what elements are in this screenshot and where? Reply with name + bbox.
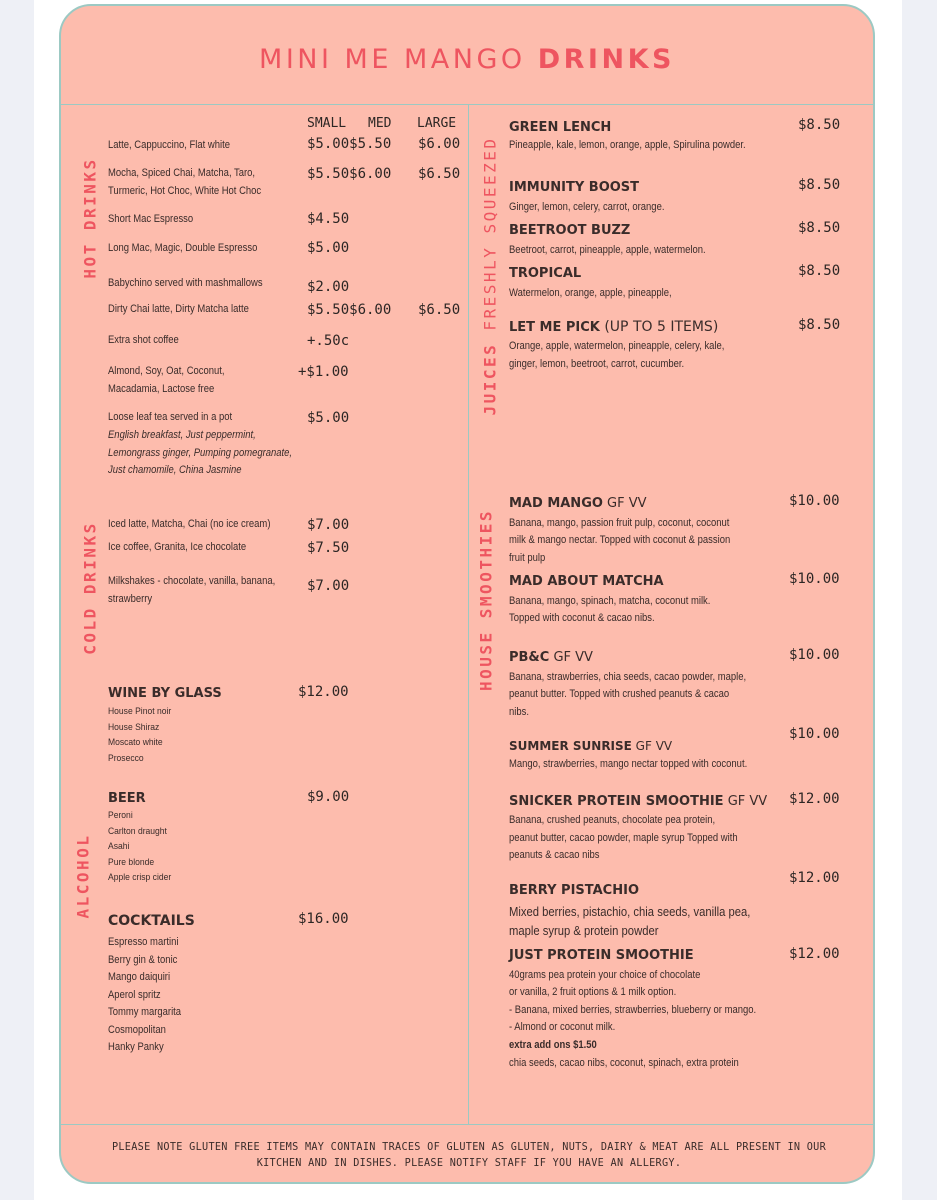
menu-title-bold: DRINKS — [537, 44, 675, 75]
juice-3-price: $8.50 — [798, 220, 841, 236]
smoothie-1-suffix: GF VV — [602, 496, 647, 511]
beer-price: $9.00 — [307, 789, 350, 805]
hot-item-8-price: +$1.00 — [298, 364, 349, 380]
smoothie-3-desc-3: nibs. — [509, 706, 529, 718]
hot-item-4-price: $5.00 — [307, 240, 350, 256]
wine-item-3: Moscato white — [108, 737, 163, 748]
cocktail-item-1: Espresso martini — [108, 936, 179, 948]
hot-item-8-line-2: Macadamia, Lactose free — [108, 383, 215, 395]
hot-item-5-line-1: Babychino served with mashmallows — [108, 277, 263, 289]
smoothie-1-name: MAD MANGO GF VV — [509, 496, 647, 511]
cold-item-2-price: $7.50 — [307, 540, 350, 556]
smoothie-1-desc-3: fruit pulp — [509, 552, 546, 564]
cold-item-1-line-1: Iced latte, Matcha, Chai (no ice cream) — [108, 518, 271, 530]
juice-4-name: TROPICAL — [509, 266, 582, 281]
hot-item-8-line-1: Almond, Soy, Oat, Coconut, — [108, 365, 225, 377]
hot-item-1-line-1: Latte, Cappuccino, Flat white — [108, 139, 230, 151]
footer-divider — [61, 1124, 873, 1125]
cocktail-item-6: Cosmopolitan — [108, 1024, 166, 1036]
cocktail-item-5: Tommy margarita — [108, 1006, 182, 1018]
allergy-notice-line-1: PLEASE NOTE GLUTEN FREE ITEMS MAY CONTAIN TRACES OF GLUTEN AS GLUTEN, NUTS, DAIRY & MEAT ARE ALL PRESENT IN OUR — [111, 1142, 827, 1153]
size-header-small: SMALL — [307, 116, 347, 131]
smoothie-4-desc-1: Mango, strawberries, mango nectar topped with coconut. — [509, 758, 748, 770]
juice-2-desc-1: Ginger, lemon, celery, carrot, orange. — [509, 201, 665, 213]
cocktail-item-2: Berry gin & tonic — [108, 954, 178, 966]
smoothie-7-desc-4: - Almond or coconut milk. — [509, 1021, 616, 1033]
smoothie-4-price: $10.00 — [789, 726, 840, 742]
size-header-med: MED — [368, 116, 392, 131]
wine-by-glass-price: $12.00 — [298, 684, 349, 700]
smoothie-2-desc-2: Topped with coconut & cacao nibs. — [509, 612, 655, 624]
juice-4-desc-1: Watermelon, orange, apple, pineapple, — [509, 287, 672, 299]
hot-item-4-line-1: Long Mac, Magic, Double Espresso — [108, 242, 258, 254]
beer-item-3: Asahi — [108, 841, 130, 852]
smoothie-7-addon-label: extra add ons $1.50 — [509, 1039, 597, 1051]
juice-1-name: GREEN LENCH — [509, 120, 612, 135]
hot-item-1-large: $6.00 — [418, 136, 461, 152]
hot-item-9-tea-1: English breakfast, Just peppermint, — [108, 429, 256, 441]
juice-1-price: $8.50 — [798, 117, 841, 133]
smoothie-4-name: SUMMER SUNRISE GF VV — [509, 739, 673, 753]
juice-5-desc-2: ginger, lemon, beetroot, carrot, cucumber. — [509, 358, 685, 370]
smoothie-1-price: $10.00 — [789, 493, 840, 509]
wine-item-4: Prosecco — [108, 753, 144, 764]
juice-4-price: $8.50 — [798, 263, 841, 279]
allergy-notice — [77, 1140, 861, 1172]
hot-item-2-large: $6.50 — [418, 166, 461, 182]
hot-item-3-line-1: Short Mac Espresso — [108, 213, 194, 225]
juice-2-price: $8.50 — [798, 177, 841, 193]
allergy-notice-line-2: KITCHEN AND IN DISHES. PLEASE NOTIFY STAFF IF YOU HAVE AN ALLERGY. — [256, 1158, 682, 1169]
hot-item-6-large: $6.50 — [418, 302, 461, 318]
hot-item-1-price: $5.00$5.50 — [307, 136, 392, 152]
cold-item-3-line-1: Milkshakes - chocolate, vanilla, banana, — [108, 575, 276, 587]
juice-5-suffix: (UP TO 5 ITEMS) — [599, 319, 719, 335]
cocktails-price: $16.00 — [298, 911, 349, 927]
menu-title — [61, 44, 873, 75]
smoothie-3-suffix: GF VV — [549, 650, 593, 665]
beer-item-4: Pure blonde — [108, 857, 155, 868]
smoothie-6-name: BERRY PISTACHIO — [509, 883, 639, 898]
hot-item-2-line-1: Mocha, Spiced Chai, Matcha, Taro, — [108, 167, 256, 179]
smoothie-5-price: $12.00 — [789, 791, 840, 807]
cold-item-3-line-2: strawberry — [108, 593, 153, 605]
cocktail-item-3: Mango daiquiri — [108, 971, 171, 983]
smoothie-5-name: SNICKER PROTEIN SMOOTHIE GF VV — [509, 794, 768, 809]
smoothie-3-desc-2: peanut butter. Topped with crushed peanuts & cacao — [509, 688, 730, 700]
hot-item-9-tea-3: Just chamomile, China Jasmine — [108, 464, 242, 476]
wine-item-2: House Shiraz — [108, 722, 160, 733]
smoothie-7-desc-1: 40grams pea protein your choice of chocolate — [509, 969, 701, 981]
smoothie-7-name: JUST PROTEIN SMOOTHIE — [509, 948, 694, 963]
hot-item-9-price: $5.00 — [307, 410, 350, 426]
juice-2-name: IMMUNITY BOOST — [509, 180, 640, 195]
menu-title-light: MINI ME MANGO — [259, 44, 538, 75]
cocktails-name: COCKTAILS — [108, 913, 195, 929]
smoothie-7-desc-2: or vanilla, 2 fruit options & 1 milk option. — [509, 986, 677, 998]
column-divider — [468, 104, 469, 1124]
smoothie-7-desc-3: - Banana, mixed berries, strawberries, blueberry or mango. — [509, 1004, 757, 1016]
wine-by-glass-name: WINE BY GLASS — [108, 686, 222, 701]
beer-item-2: Carlton draught — [108, 826, 167, 837]
smoothie-3-price: $10.00 — [789, 647, 840, 663]
hot-item-6-line-1: Dirty Chai latte, Dirty Matcha latte — [108, 303, 249, 315]
smoothie-1-desc-1: Banana, mango, passion fruit pulp, coconut, coconut — [509, 517, 730, 529]
cold-item-1-price: $7.00 — [307, 517, 350, 533]
smoothie-5-desc-3: peanuts & cacao nibs — [509, 849, 600, 861]
hot-item-6-price: $5.50$6.00 — [307, 302, 392, 318]
juice-5-price: $8.50 — [798, 317, 841, 333]
hot-item-2-price: $5.50$6.00 — [307, 166, 392, 182]
hot-item-9-line-1: Loose leaf tea served in a pot — [108, 411, 233, 423]
beer-name: BEER — [108, 791, 146, 806]
smoothie-7-price: $12.00 — [789, 946, 840, 962]
juice-3-name: BEETROOT BUZZ — [509, 223, 631, 238]
cocktail-item-7: Hanky Panky — [108, 1041, 164, 1053]
section-label-juices-b: FRESHLY SQUEEZED — [480, 136, 500, 331]
cold-item-2-line-1: Ice coffee, Granita, Ice chocolate — [108, 541, 247, 553]
beer-item-5: Apple crisp cider — [108, 872, 172, 883]
cold-item-3-price: $7.00 — [307, 578, 350, 594]
hot-item-7-price: +.50c — [307, 333, 350, 349]
smoothie-3-desc-1: Banana, strawberries, chia seeds, cacao powder, maple, — [509, 671, 747, 683]
smoothie-5-suffix: GF VV — [723, 794, 768, 809]
smoothie-6-price: $12.00 — [789, 870, 840, 886]
juice-5-desc-1: Orange, apple, watermelon, pineapple, celery, kale, — [509, 340, 725, 352]
hot-item-5-price: $2.00 — [307, 279, 350, 295]
smoothie-1-desc-2: milk & mango nectar. Topped with coconut & passion — [509, 534, 731, 546]
hot-item-9-tea-2: Lemongrass ginger, Pumping pomegranate, — [108, 447, 293, 459]
juice-1-desc-1: Pineapple, kale, lemon, orange, apple, Spirulina powder. — [509, 139, 746, 151]
smoothie-2-price: $10.00 — [789, 571, 840, 587]
section-label-juices-a: JUICES — [480, 330, 500, 416]
wine-item-1: House Pinot noir — [108, 706, 172, 717]
smoothie-3-name: PB&C GF VV — [509, 650, 593, 665]
smoothie-2-desc-1: Banana, mango, spinach, matcha, coconut milk. — [509, 595, 711, 607]
smoothie-6-desc-1: Mixed berries, pistachio, chia seeds, vanilla pea, — [509, 905, 751, 919]
smoothie-2-name: MAD ABOUT MATCHA — [509, 574, 664, 589]
hot-item-2-line-2: Turmeric, Hot Choc, White Hot Choc — [108, 185, 262, 197]
juice-5-name: LET ME PICK (UP TO 5 ITEMS) — [509, 319, 719, 335]
smoothie-5-desc-2: peanut butter, cacao powder, maple syrup Topped with — [509, 832, 738, 844]
hot-item-7-line-1: Extra shot coffee — [108, 334, 179, 346]
juice-3-desc-1: Beetroot, carrot, pineapple, apple, watermelon. — [509, 244, 706, 256]
header-divider — [61, 104, 873, 105]
beer-item-1: Peroni — [108, 810, 133, 821]
smoothie-5-desc-1: Banana, crushed peanuts, chocolate pea protein, — [509, 814, 716, 826]
hot-item-3-price: $4.50 — [307, 211, 350, 227]
size-header-large: LARGE — [417, 116, 457, 131]
smoothie-6-desc-2: maple syrup & protein powder — [509, 924, 659, 938]
smoothie-7-addon-items: chia seeds, cacao nibs, coconut, spinach, extra protein — [509, 1057, 739, 1069]
cocktail-item-4: Aperol spritz — [108, 989, 161, 1001]
drinks-menu: MINI ME MANGO DRINKS HOT DRINKS COLD DRINKS ALCOHOL JUICES FRESHLY SQUEEZED HOUSE SMOOTHIES SMALL MED LARGE Latte, Cappuccino, Flat white $5.00$5.50 $6.00 Mocha, Spiced Chai, Matcha, Taro, Turmeric, Hot Choc, White Hot Choc $5.50$6.00 $6.50 Short Mac Espresso $4.50 Long Mac, Magic, Double Espresso $5.00 Babychino served with mashmallows $2.00 Dirty Chai latte, Dirty Matcha latte $5.50$6.00 $6.50 Extra shot coffee +.50c Almond, Soy, Oat, Coconut, Macadamia, Lactose free +$1.00 Loose leaf tea served in a pot English breakfast, Just peppermint, Lemongrass ginger, Pumping pomegranate, Just chamomile, China Jasmine $5.00 Iced latte, Matcha, Chai (no ice cream) $7.00 Ice coffee, Granita, Ice chocolate $7.50 Milkshakes - chocolate, vanilla, banana, strawberry $7.00 WINE BY GLASS $12.00 House Pinot noir House Shiraz Moscato white Prosecco BEER $9.00 Peroni Carlton draught Asahi Pure blonde Apple crisp cider COCKTAILS $16.00 Espresso martini Berry gin & tonic Mango daiquiri Aperol spritz Tommy margarita Cosmopolitan Hanky Panky GREEN LENCH $8.50 Pineapple, kale, lemon, orange, apple, Spirulina powder. IMMUNITY BOOST $8.50 Ginger, lemon, celery, carrot, orange. BEETROOT BUZZ $8.50 Beetroot, carrot, pineapple, apple, watermelon. TROPICAL $8.50 Watermelon, orange, apple, pineapple, LET ME PICK (UP TO 5 ITEMS) $8.50 Orange, apple, watermelon, pineapple, celery, kale, ginger, lemon, beetroot, carrot, cucumber. MAD MANGO GF VV $10.00 Banana, mango, passion fruit pulp, coconut, coconut milk & mango nectar. Topped with coconut & passion fruit pulp MAD ABOUT MATCHA $10.00 Banana, mango, spinach, matcha, coconut milk. Topped with coconut & cacao nibs. PB&C GF VV $10.00 Banana, strawberries, chia seeds, cacao powder, maple, peanut butter. Topped with crushed peanuts & cacao nibs. $10.00 SUMMER SUNRISE GF VV Mango, strawberries, mango nectar topped with coconut. SNICKER PROTEIN SMOOTHIE GF VV $12.00 Banana, crushed peanuts, chocolate pea protein, peanut butter, cacao powder, maple syrup Topped with peanuts & cacao nibs $12.00 BERRY PISTACHIO Mixed berries, pistachio, chia seeds, vanilla pea, maple syrup & protein powder JUST PROTEIN SMOOTHIE $12.00 40grams pea protein your choice of chocolate or vanilla, 2 fruit options & 1 milk option. - Banana, mixed berries, strawberries, blueberry or mango. - Almond or coconut milk. extra add ons $1.50 chia seeds, cacao nibs, coconut, spinach, extra protein PLEASE NOTE GLUTEN FREE ITEMS MAY CONTAIN TRACES OF GLUTEN AS GLUTEN, NUTS, DAIRY & MEAT ARE ALL PRESENT IN OUR KITCHEN AND IN DISHES. PLEASE NOTIFY STAFF IF YOU HAVE AN ALLERGY. — [59, 4, 875, 1184]
smoothie-4-suffix: GF VV — [631, 739, 673, 753]
